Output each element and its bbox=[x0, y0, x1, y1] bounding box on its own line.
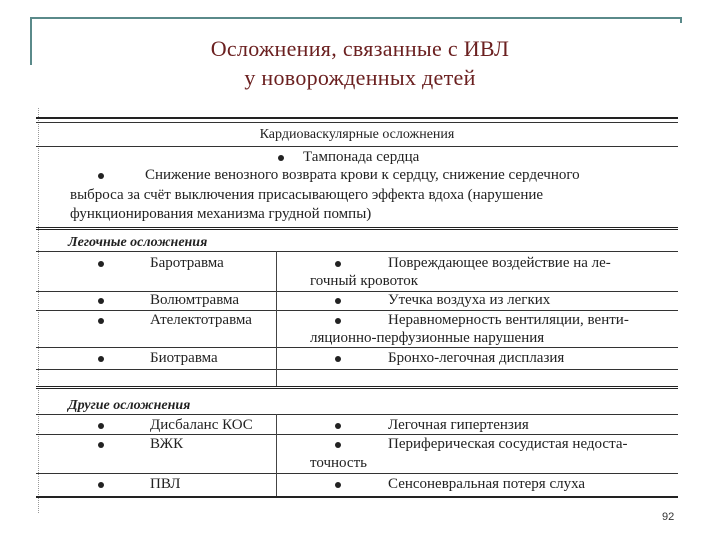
other-column-separator bbox=[276, 414, 277, 496]
pulmonary-bottom-rule bbox=[36, 386, 678, 389]
pulmonary-header-rule bbox=[36, 251, 678, 252]
bullet-icon bbox=[98, 482, 104, 488]
pulmonary-row2-rule bbox=[36, 310, 678, 311]
pulmonary-left-item: Баротравма bbox=[150, 255, 224, 271]
bullet-icon bbox=[98, 298, 104, 304]
table-top-rule bbox=[36, 117, 678, 119]
pulmonary-right-item-line2: гочный кровоток bbox=[310, 273, 419, 289]
other-section-header: Другие осложнения bbox=[68, 398, 191, 413]
other-row1-rule bbox=[36, 434, 678, 435]
other-left-item: ПВЛ bbox=[150, 476, 181, 492]
bullet-icon bbox=[98, 442, 104, 448]
pulmonary-right-item-line2: ляционно-перфузионные нарушения bbox=[310, 330, 545, 346]
other-right-item: Легочная гипертензия bbox=[388, 417, 529, 433]
pulmonary-right-item-line1: Повреждающее воздействие на ле- bbox=[388, 255, 611, 271]
pulmonary-row3-rule bbox=[36, 347, 678, 348]
page-number: 92 bbox=[662, 511, 675, 523]
cardio-desc-line1: Снижение венозного возврата крови к сердцу, снижение сердечного bbox=[145, 167, 580, 183]
pulmonary-left-item: Биотравма bbox=[150, 350, 218, 366]
other-right-item-line1: Периферическая сосудистая недоста- bbox=[388, 436, 628, 452]
cardio-item: Тампонада сердца bbox=[303, 149, 420, 165]
pulmonary-row4-rule bbox=[36, 369, 678, 370]
slide-frame-right bbox=[680, 17, 682, 23]
pulmonary-right-item-line1: Неравномерность вентиляции, венти- bbox=[388, 312, 629, 328]
slide-title: Осложнения, связанные с ИВЛ bbox=[210, 36, 510, 61]
bullet-icon bbox=[335, 261, 341, 267]
pulmonary-right-item: Утечка воздуха из легких bbox=[388, 292, 551, 308]
slide-frame-left bbox=[30, 17, 32, 65]
bullet-icon bbox=[98, 261, 104, 267]
pulmonary-row1-rule bbox=[36, 291, 678, 292]
pulmonary-right-item: Бронхо-легочная дисплазия bbox=[388, 350, 565, 366]
pulmonary-left-item: Волюмтравма bbox=[150, 292, 240, 308]
pulmonary-left-item: Ателектотравма bbox=[150, 312, 252, 328]
pulmonary-section-header: Легочные осложнения bbox=[68, 235, 208, 250]
bullet-icon bbox=[335, 482, 341, 488]
other-right-item-line2: точность bbox=[310, 455, 367, 471]
other-row2-rule bbox=[36, 473, 678, 474]
other-header-rule bbox=[36, 414, 678, 415]
cardio-section-header: Кардиоваскулярные осложнения bbox=[259, 127, 455, 142]
cardio-bottom-rule bbox=[36, 227, 678, 230]
bullet-icon bbox=[335, 442, 341, 448]
bullet-icon bbox=[335, 298, 341, 304]
table-top-rule-inner bbox=[36, 122, 678, 123]
bullet-icon bbox=[98, 423, 104, 429]
slide-subtitle: у новорожденных детей bbox=[244, 65, 476, 90]
bullet-icon bbox=[98, 356, 104, 362]
slide-frame-top bbox=[30, 17, 682, 19]
bullet-icon bbox=[335, 356, 341, 362]
cardio-header-rule bbox=[36, 146, 678, 147]
other-left-item: ВЖК bbox=[150, 436, 184, 452]
bullet-icon bbox=[335, 318, 341, 324]
other-right-item: Сенсоневральная потеря слуха bbox=[388, 476, 586, 492]
bullet-icon bbox=[278, 155, 284, 161]
other-left-item: Дисбаланс КОС bbox=[150, 417, 253, 433]
cardio-desc-line2: выброса за счёт выключения присасывающего эффекта вдоха (нарушение bbox=[70, 187, 544, 203]
table-bottom-rule bbox=[36, 496, 678, 498]
bullet-icon bbox=[335, 423, 341, 429]
bullet-icon bbox=[98, 173, 104, 179]
cardio-desc-line3: функционирования механизма грудной помпы) bbox=[70, 206, 372, 222]
bullet-icon bbox=[98, 318, 104, 324]
pulmonary-column-separator bbox=[276, 251, 277, 386]
